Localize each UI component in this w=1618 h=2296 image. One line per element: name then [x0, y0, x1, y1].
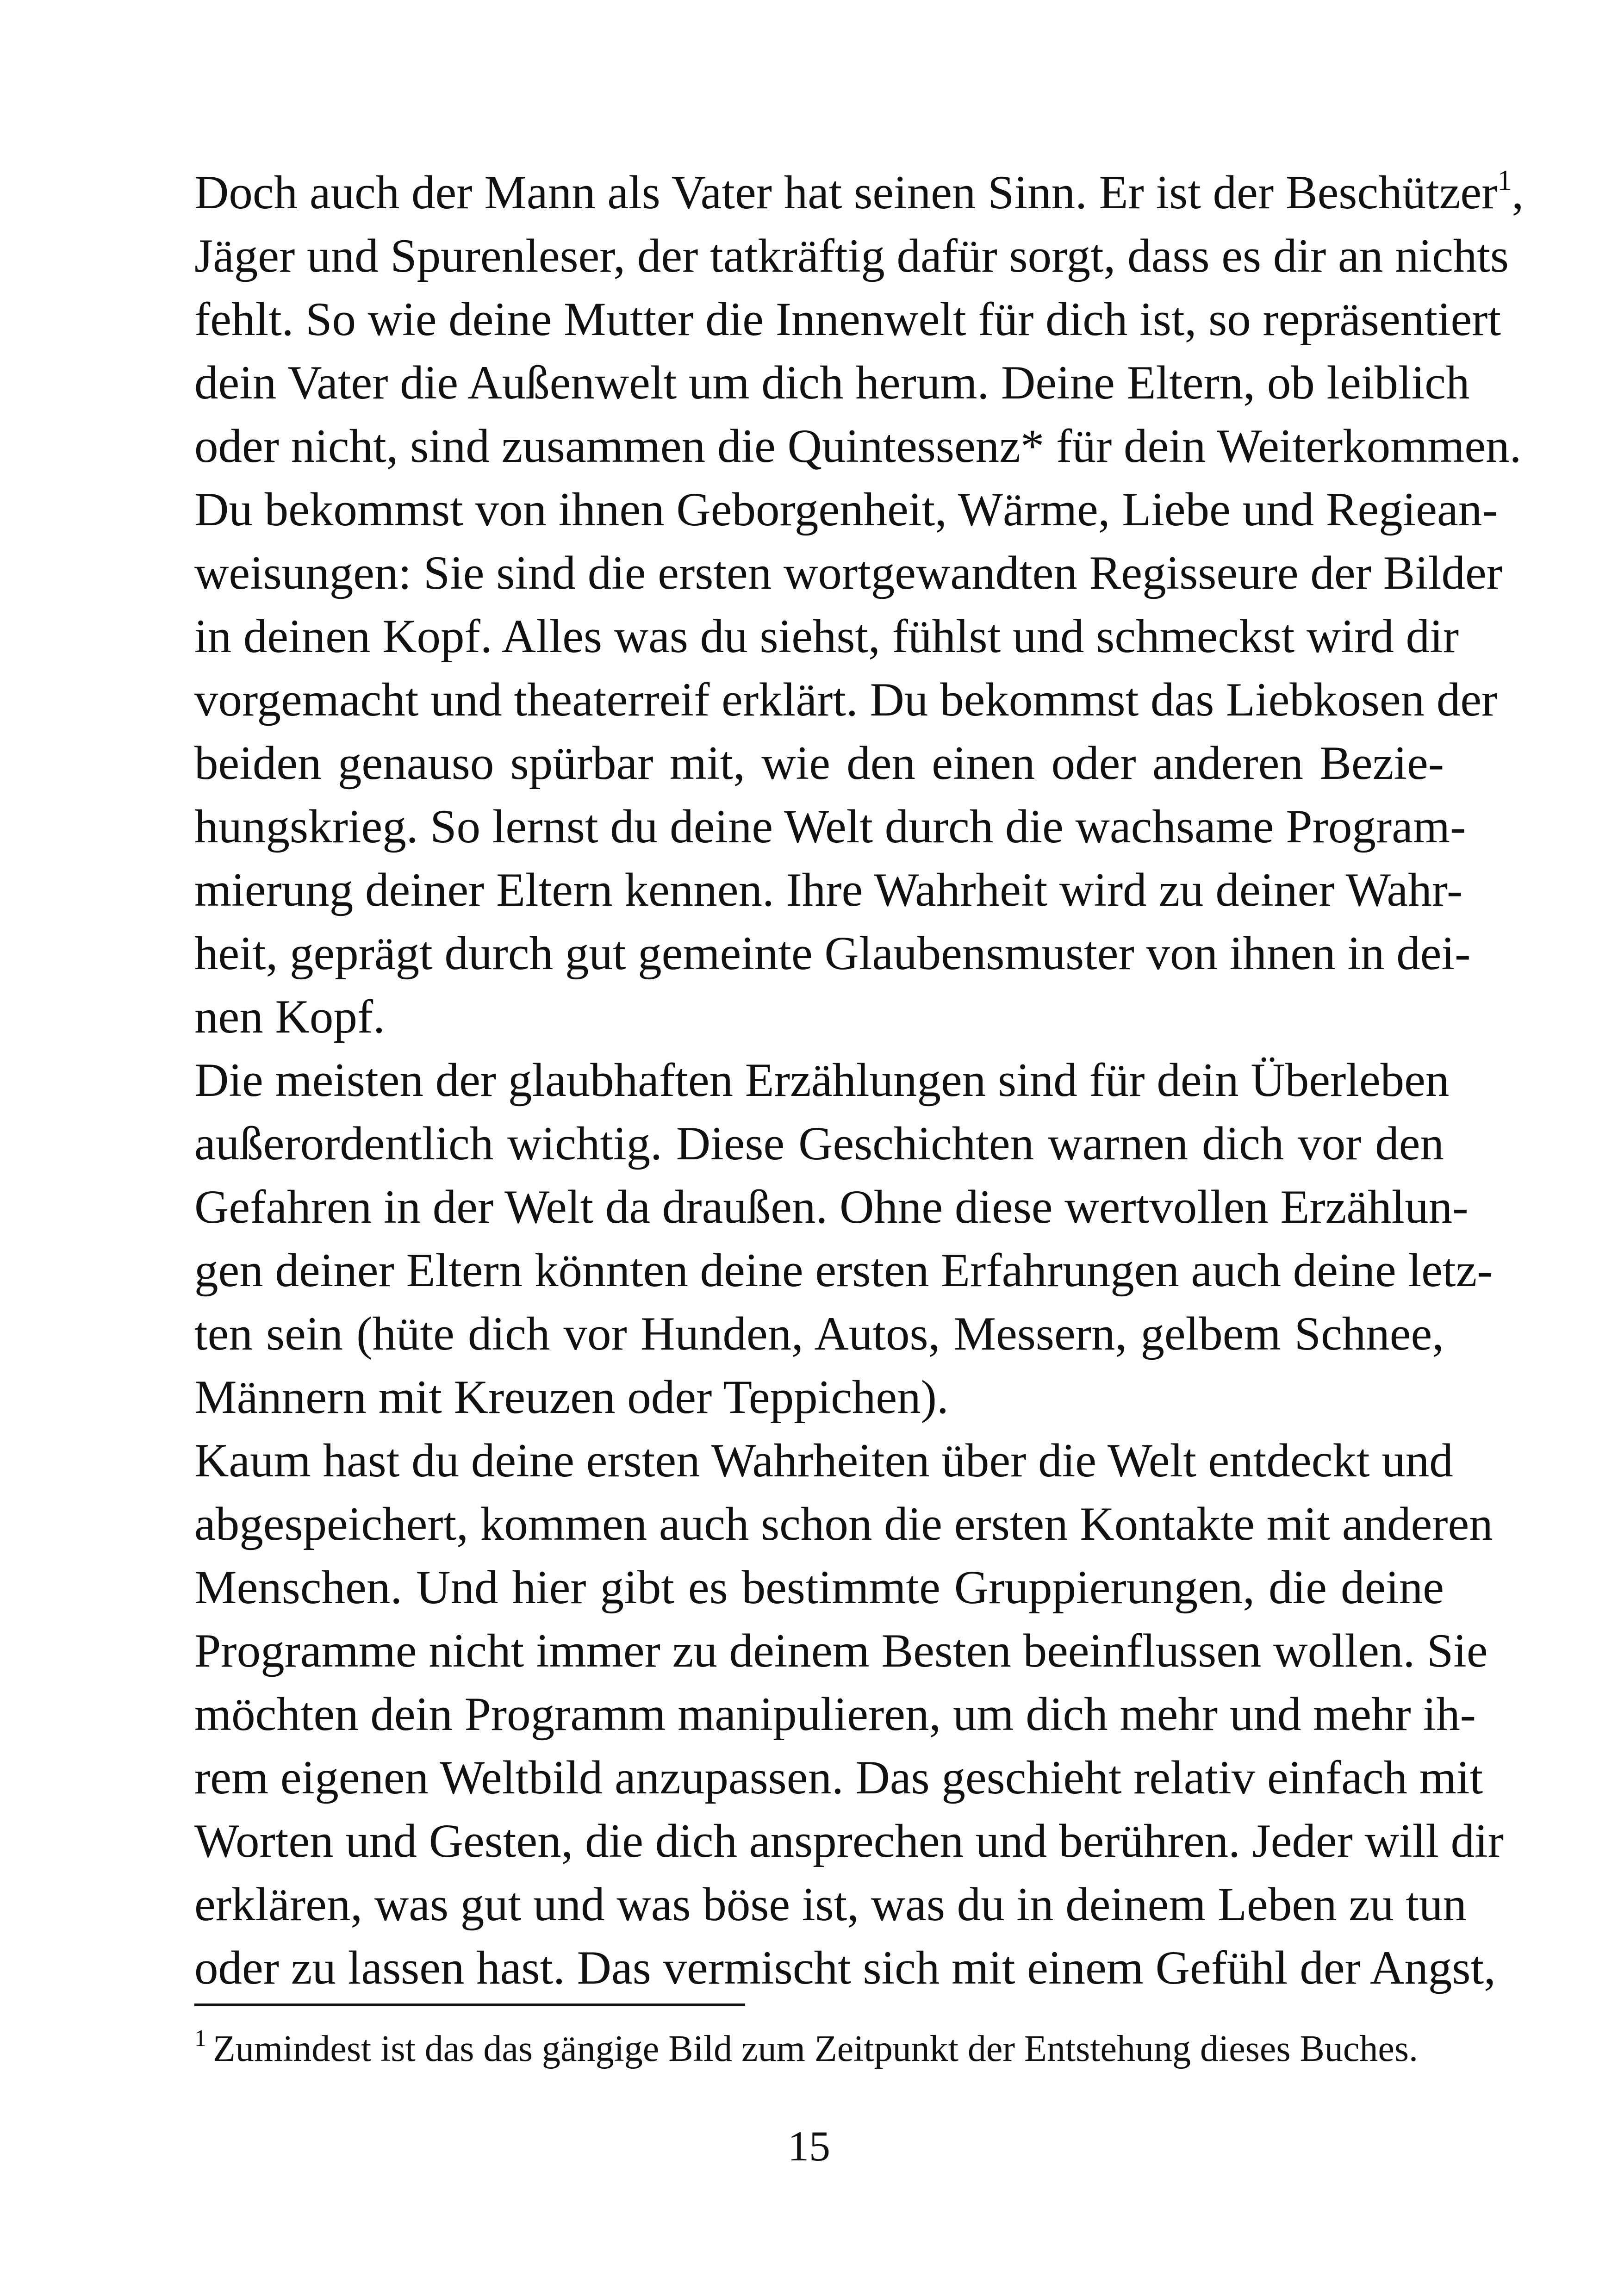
- text-line: [194, 1746, 1483, 1810]
- line-text: Jäger und Spurenleser, der tatkräftig dafür sorgt, dass es dir an nichts: [194, 230, 1509, 282]
- text-line: [194, 1873, 1467, 1936]
- line-text: Männern mit Kreuzen oder Teppichen).: [194, 1371, 949, 1424]
- line-text: Du bekommst von ihnen Geborgenheit, Wärme, Liebe und Regiean-: [194, 483, 1498, 536]
- footnote-separator: [194, 2004, 745, 2006]
- line-text: nen Kopf.: [194, 990, 385, 1043]
- page-number: 15: [788, 2122, 830, 2170]
- text-line: [194, 859, 1463, 922]
- text-line: [194, 922, 1471, 985]
- text-line: [194, 1429, 1453, 1493]
- line-text: Programme nicht immer zu deinem Besten beeinflussen wollen. Sie: [194, 1624, 1488, 1677]
- line-text: vorgemacht und theaterreif erklärt. Du bekommst das Liebkosen der: [194, 673, 1498, 726]
- line-text: gen deiner Eltern könnten deine ersten Erfahrungen auch deine letz-: [194, 1244, 1493, 1297]
- line-text: Worten und Gesten, die dich ansprechen und berühren. Jeder will dir: [194, 1815, 1504, 1867]
- line-text: rem eigenen Weltbild anzupassen. Das geschieht relativ einfach mit: [194, 1751, 1483, 1804]
- line-text: Die meisten der glaubhaften Erzählungen sind für dein Überleben: [194, 1054, 1450, 1107]
- text-line: [194, 1239, 1493, 1302]
- footnote-reference: 1: [1497, 165, 1512, 196]
- text-line: [194, 1683, 1476, 1746]
- line-text: oder nicht, sind zusammen die Quintessenz* für dein Weiterkommen.: [194, 420, 1522, 473]
- text-line: [194, 161, 1524, 224]
- text-line: [194, 351, 1470, 415]
- line-text: in deinen Kopf. Alles was du siehst, fühlst und schmeckst wird dir: [194, 610, 1459, 663]
- line-text: erklären, was gut und was böse ist, was du in deinem Leben zu tun: [194, 1878, 1467, 1931]
- text-line: [194, 415, 1522, 478]
- text-line: [194, 1810, 1504, 1873]
- line-text: heit, geprägt durch gut gemeinte Glaubensmuster von ihnen in dei-: [194, 927, 1471, 980]
- text-line: [194, 541, 1503, 605]
- text-line: [194, 732, 1444, 795]
- line-text: beiden genauso spürbar mit, wie den einen oder anderen Bezie-: [194, 737, 1444, 790]
- footnote-marker: 1: [194, 2025, 206, 2052]
- text-line: [194, 1176, 1469, 1239]
- line-text: Kaum hast du deine ersten Wahrheiten über die Welt entdeckt und: [194, 1434, 1453, 1487]
- line-text: mierung deiner Eltern kennen. Ihre Wahrheit wird zu deiner Wahr-: [194, 864, 1463, 916]
- footnote: [194, 2023, 1490, 2074]
- text-line: [194, 985, 1444, 1049]
- line-text: ten sein (hüte dich vor Hunden, Autos, Messern, gelbem Schnee,: [194, 1307, 1444, 1360]
- text-line: [194, 1556, 1444, 1619]
- line-punctuation: ,: [1512, 166, 1524, 219]
- text-line: [194, 605, 1459, 668]
- body-text: [194, 161, 1524, 2000]
- text-line: [194, 1112, 1444, 1176]
- line-text: Doch auch der Mann als Vater hat seinen Sinn. Er ist der Beschützer: [194, 166, 1498, 219]
- text-line: [194, 478, 1498, 541]
- text-line: [194, 795, 1466, 859]
- text-line: [194, 1366, 1444, 1429]
- line-text: möchten dein Programm manipulieren, um dich mehr und mehr ih-: [194, 1688, 1476, 1741]
- text-line: [194, 288, 1501, 351]
- text-line: [194, 1619, 1488, 1683]
- line-text: weisungen: Sie sind die ersten wortgewandten Regisseure der Bilder: [194, 547, 1503, 599]
- line-text: oder zu lassen hast. Das vermischt sich mit einem Gefühl der Angst,: [194, 1941, 1496, 1994]
- text-line: [194, 1302, 1444, 1366]
- line-text: Gefahren in der Welt da draußen. Ohne diese wertvollen Erzählun-: [194, 1181, 1469, 1233]
- text-line: [194, 1049, 1450, 1112]
- line-text: außerordentlich wichtig. Diese Geschichten warnen dich vor den: [194, 1117, 1444, 1170]
- text-line: [194, 668, 1498, 732]
- footnote-text: Zumindest ist das das gängige Bild zum Zeitpunkt der Entstehung dieses Buches.: [213, 2028, 1419, 2069]
- line-text: abgespeichert, kommen auch schon die ersten Kontakte mit anderen: [194, 1498, 1493, 1550]
- line-text: Menschen. Und hier gibt es bestimmte Gruppierungen, die deine: [194, 1561, 1444, 1614]
- text-line: [194, 1493, 1493, 1556]
- text-line: [194, 224, 1509, 288]
- line-text: fehlt. So wie deine Mutter die Innenwelt für dich ist, so repräsentiert: [194, 293, 1501, 346]
- text-line: [194, 1936, 1496, 2000]
- line-text: hungskrieg. So lernst du deine Welt durch die wachsame Program-: [194, 800, 1466, 853]
- line-text: dein Vater die Außenwelt um dich herum. Deine Eltern, ob leiblich: [194, 356, 1470, 409]
